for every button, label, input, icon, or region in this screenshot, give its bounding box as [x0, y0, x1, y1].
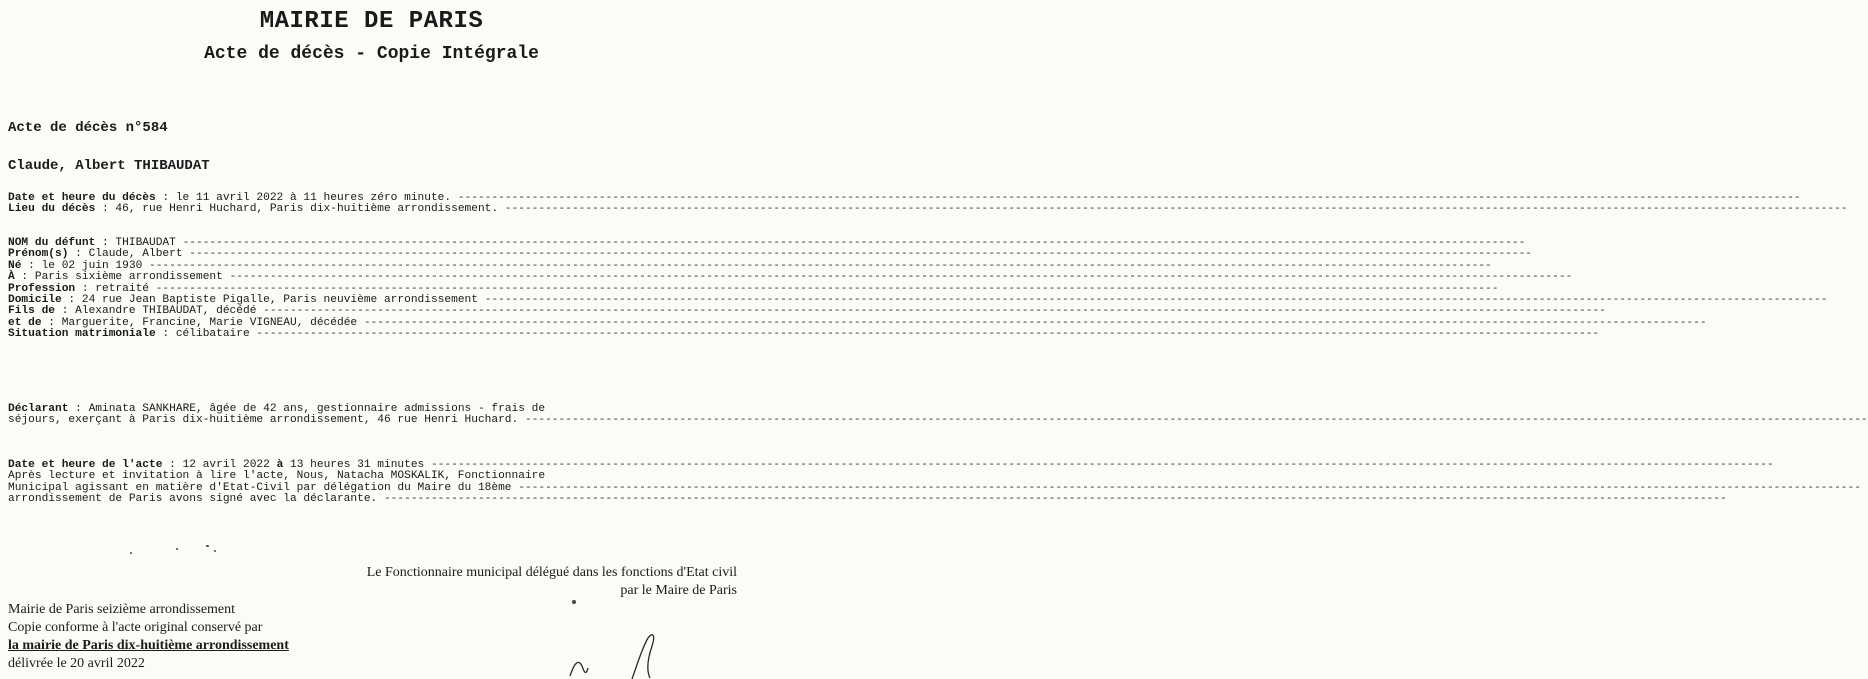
dash-leader: --------------------------------------------------------------------------------------------------------------------------------------------------------------------------------------------------------	[457, 192, 1801, 204]
defunt-label: Prénom(s)	[8, 248, 69, 261]
dash-leader: --------------------------------------------------------------------------------------------------------------------------------------------------------------------------------------------------------	[263, 305, 1606, 318]
scan-speck	[572, 600, 576, 604]
dash-leader: --------------------------------------------------------------------------------------------------------------------------------------------------------------------------------------------------------	[504, 203, 1848, 216]
document-title: MAIRIE DE PARIS	[259, 8, 484, 35]
footer-line-1: Mairie de Paris seizième arrondissement	[8, 602, 236, 617]
defunt-value: : Paris sixième arrondissement	[14, 271, 230, 284]
footer-mairie: la mairie de Paris dix-huitième arrondissement	[8, 638, 289, 653]
acte-text: Après lecture et invitation à lire l'acte, Nous, Natacha MOSKALIK, Fonctionnaire	[8, 470, 546, 483]
dash-leader: --------------------------------------------------------------------------------------------------------------------------------------------------------------------------------------------------------	[189, 248, 1533, 261]
declarant-text: séjours, exerçant à Paris dix-huitième arrondissement, 46 rue Henri Huchard.	[8, 414, 525, 427]
dash-leader: --------------------------------------------------------------------------------------------------------------------------------------------------------------------------------------------------------	[182, 237, 1526, 249]
document-subtitle: Acte de décès - Copie Intégrale	[204, 44, 539, 64]
defunt-value: : célibataire	[155, 328, 257, 341]
acte-line-4	[8, 493, 1727, 506]
scan-speck	[214, 550, 216, 552]
declarant-line-2	[8, 414, 1868, 427]
acte-text: Municipal agissant en matière d'Etat-Civil par délégation du Maire du 18ème	[8, 481, 519, 494]
acte-date-label: Date et heure de l'acte	[8, 459, 163, 471]
signatory-title	[367, 564, 737, 600]
scan-speck	[206, 545, 209, 547]
defunt-label: NOM du défunt	[8, 237, 96, 249]
signatory-line-2: par le Maire de Paris	[620, 583, 737, 598]
defunt-value: : retraité	[75, 282, 156, 295]
defunt-label: et de	[8, 316, 42, 329]
defunt-value: : le 02 juin 1930	[21, 259, 149, 272]
defunt-label: Situation matrimoniale	[8, 328, 156, 341]
dash-leader: --------------------------------------------------------------------------------------------------------------------------------------------------------------------------------------------------------	[363, 316, 1707, 329]
certification-footer	[8, 601, 289, 673]
acte-date-connector: à	[276, 459, 284, 471]
defunt-label: Profession	[8, 282, 76, 295]
deces-section	[8, 192, 1848, 216]
dash-leader: --------------------------------------------------------------------------------------------------------------------------------------------------------------------------------------------------------	[430, 459, 1774, 471]
defunt-value: : Marguerite, Francine, Marie VIGNEAU, décédée	[41, 316, 364, 329]
declarant-section	[8, 403, 1868, 427]
scan-speck	[176, 548, 178, 550]
dash-leader: --------------------------------------------------------------------------------------------------------------------------------------------------------------------------------------------------------	[155, 282, 1499, 295]
acte-date-value: : 12 avril 2022	[162, 459, 277, 471]
defunt-value: : Alexandre THIBAUDAT, décédé	[55, 305, 264, 318]
deces-lieu-label: Lieu du décès	[8, 203, 96, 216]
dash-leader: --------------------------------------------------------------------------------------------------------------------------------------------------------------------------------------------------------	[229, 271, 1573, 284]
handwritten-signature	[560, 628, 680, 679]
defunt-label: Fils de	[8, 305, 55, 318]
dash-leader: --------------------------------------------------------------------------------------------------------------------------------------------------------------------------------------------------------	[524, 414, 1868, 427]
deces-lieu-value: : 46, rue Henri Huchard, Paris dix-huitième arrondissement.	[95, 203, 505, 216]
deces-date-label: Date et heure du décès	[8, 192, 156, 204]
acte-number: Acte de décès n°584	[8, 120, 168, 136]
defunt-label: Domicile	[8, 294, 62, 307]
dash-leader: --------------------------------------------------------------------------------------------------------------------------------------------------------------------------------------------------------	[518, 481, 1861, 494]
acte-time-value: 13 heures 31 minutes	[283, 459, 431, 471]
defunt-row	[8, 328, 1600, 341]
deces-lieu-line	[8, 203, 1848, 216]
signatory-line-1: Le Fonctionnaire municipal délégué dans les fonctions d'Etat civil	[366, 565, 737, 580]
declarant-label: Déclarant	[8, 403, 69, 415]
defunt-label: À	[8, 271, 15, 284]
defunt-value: : Claude, Albert	[68, 248, 190, 261]
dash-leader: --------------------------------------------------------------------------------------------------------------------------------------------------------------------------------------------------------	[484, 294, 1828, 307]
defunt-label: Né	[8, 259, 22, 272]
acte-section	[8, 459, 1861, 506]
dash-leader: --------------------------------------------------------------------------------------------------------------------------------------------------------------------------------------------------------	[256, 328, 1600, 341]
dash-leader: --------------------------------------------------------------------------------------------------------------------------------------------------------------------------------------------------------	[149, 259, 1492, 272]
dash-leader: --------------------------------------------------------------------------------------------------------------------------------------------------------------------------------------------------------	[383, 493, 1727, 506]
defunt-section	[8, 237, 1828, 341]
acte-text: arrondissement de Paris avons signé avec la déclarante.	[8, 493, 384, 506]
defunt-value: : 24 rue Jean Baptiste Pigalle, Paris neuvième arrondissement	[61, 294, 485, 307]
deceased-full-name: Claude, Albert THIBAUDAT	[8, 158, 210, 174]
footer-line-2: Copie conforme à l'acte original conservé par	[8, 620, 263, 635]
deces-date-value: : le 11 avril 2022 à 11 heures zéro minute.	[155, 192, 458, 204]
defunt-value: : THIBAUDAT	[95, 237, 183, 249]
declarant-text: : Aminata SANKHARE, âgée de 42 ans, gestionnaire admissions - frais de	[68, 403, 546, 415]
scan-speck	[130, 552, 132, 554]
footer-date: délivrée le 20 avril 2022	[8, 656, 145, 671]
